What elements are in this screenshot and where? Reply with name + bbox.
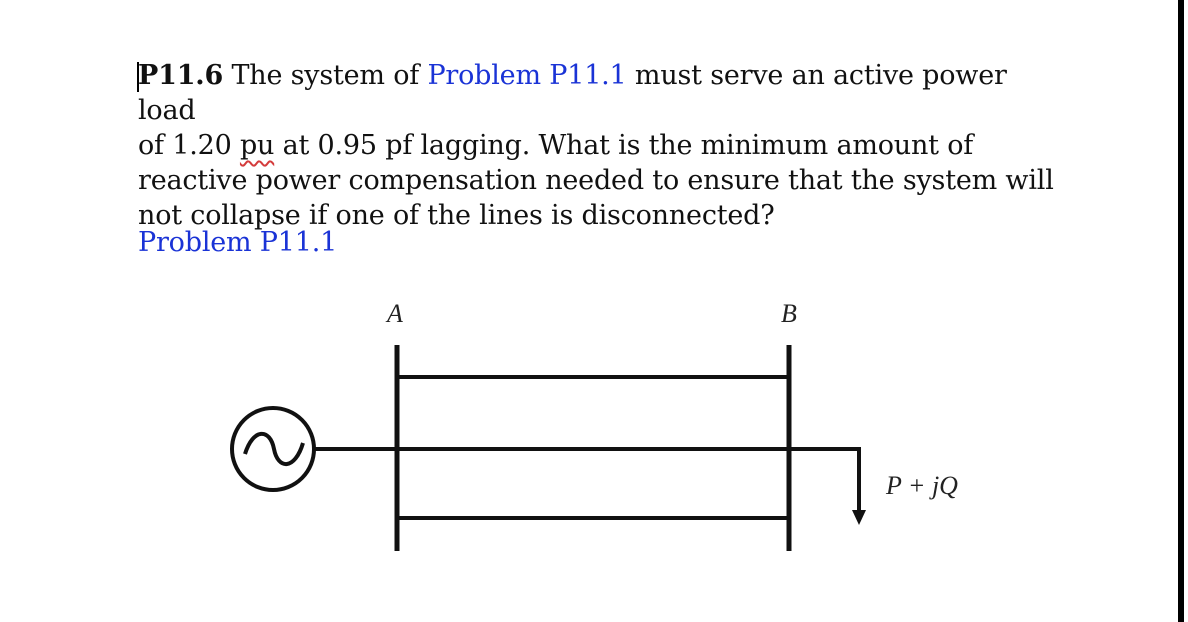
problem-text-line1-end: must serve an active power load (138, 60, 1007, 126)
problem-text-intro: The system of (223, 60, 428, 91)
problem-line-4: not collapse if one of the lines is disconnected? (138, 200, 775, 231)
bus-b-label: B (781, 299, 797, 328)
load-arrow-icon (789, 449, 866, 525)
ac-source-icon (232, 408, 314, 490)
reference-link[interactable]: Problem P11.1 (138, 227, 338, 258)
spellcheck-word-pu: pu (239, 130, 275, 161)
problem-text-line2-start: of 1.20 (138, 130, 240, 161)
load-label: P + jQ (886, 471, 958, 500)
problem-reference-link[interactable]: Problem P11.1 (427, 60, 627, 91)
problem-line-3: reactive power compensation needed to ensure that the system will (138, 165, 1054, 196)
problem-number: P11.6 (138, 60, 224, 91)
bus-a-label: A (387, 299, 403, 328)
problem-text-line2-end: at 0.95 pf lagging. What is the minimum amount of (274, 130, 974, 161)
